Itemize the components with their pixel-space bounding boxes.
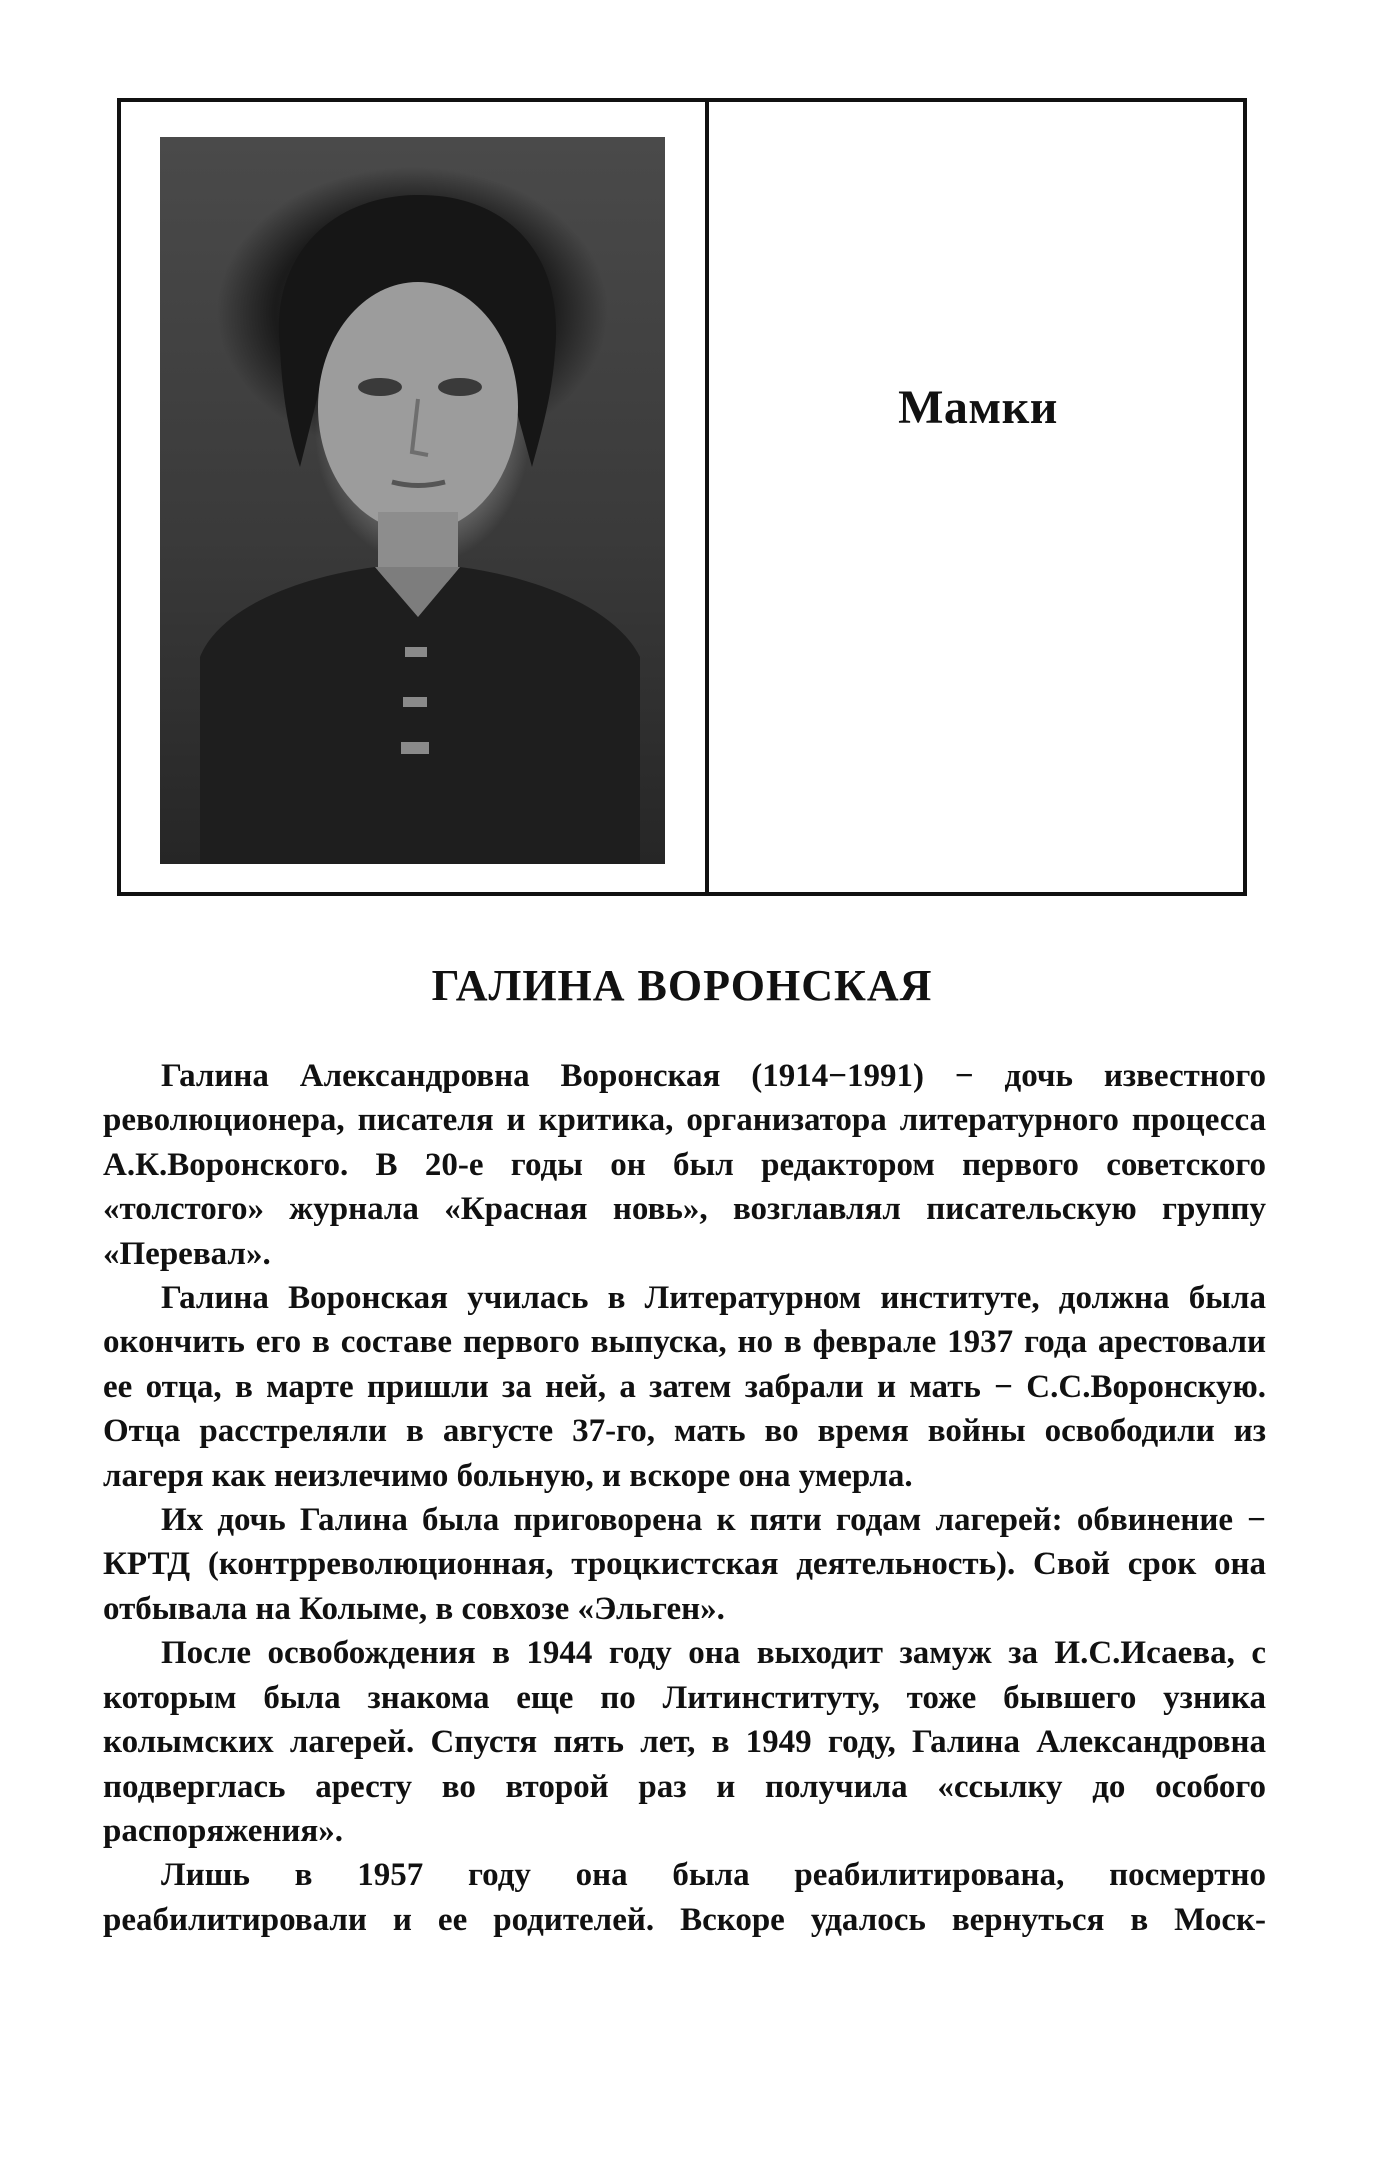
person-name-heading: ГАЛИНА ВОРОНСКАЯ [431,961,933,1010]
paragraph: Галина Александровна Воронская (1914−1991) − дочь известного революционера, писателя и критика, организатора литературного процесса А.К.Воронского. В 20-е годы он был редактором первого советского «толстого» журнала «Красная новь», возглавлял писательскую группу «Перевал». [103,1058,1266,1272]
frame-divider [705,98,709,896]
portrait-illustration [160,137,665,864]
portrait-photo [160,137,665,864]
paragraph: Лишь в 1957 году она была реабилитирована, посмертно реабилитировали и ее родителей. Вскоре удалось вернуться в Моск- [103,1857,1266,1938]
paragraph: Их дочь Галина была приговорена к пяти годам лагерей: обвинение − КРТД (контрреволюционная, троцкистская деятельность). Свой срок она отбывала на Колыме, в совхозе «Эльген». [103,1502,1266,1627]
paragraph: Галина Воронская училась в Литературном институте, должна была окончить его в составе первого выпуска, но в феврале 1937 года арестовали ее отца, в марте пришли за ней, а затем забрали и мать − С.С.Воронскую. Отца расстреляли в августе 37-го, мать во время войны освободили из лагеря как неизлечимо больную, и вскоре она умерла. [103,1280,1266,1494]
biography-text [103,1054,1266,1942]
section-title: Мамки [898,381,1058,434]
paragraph: После освобождения в 1944 году она выходит замуж за И.С.Исаева, с которым была знакома еще по Литинституту, тоже бывшего узника колымских лагерей. Спустя пять лет, в 1949 году, Галина Александровна подверглась аресту во второй раз и получила «ссылку до особого распоряжения». [103,1635,1266,1849]
